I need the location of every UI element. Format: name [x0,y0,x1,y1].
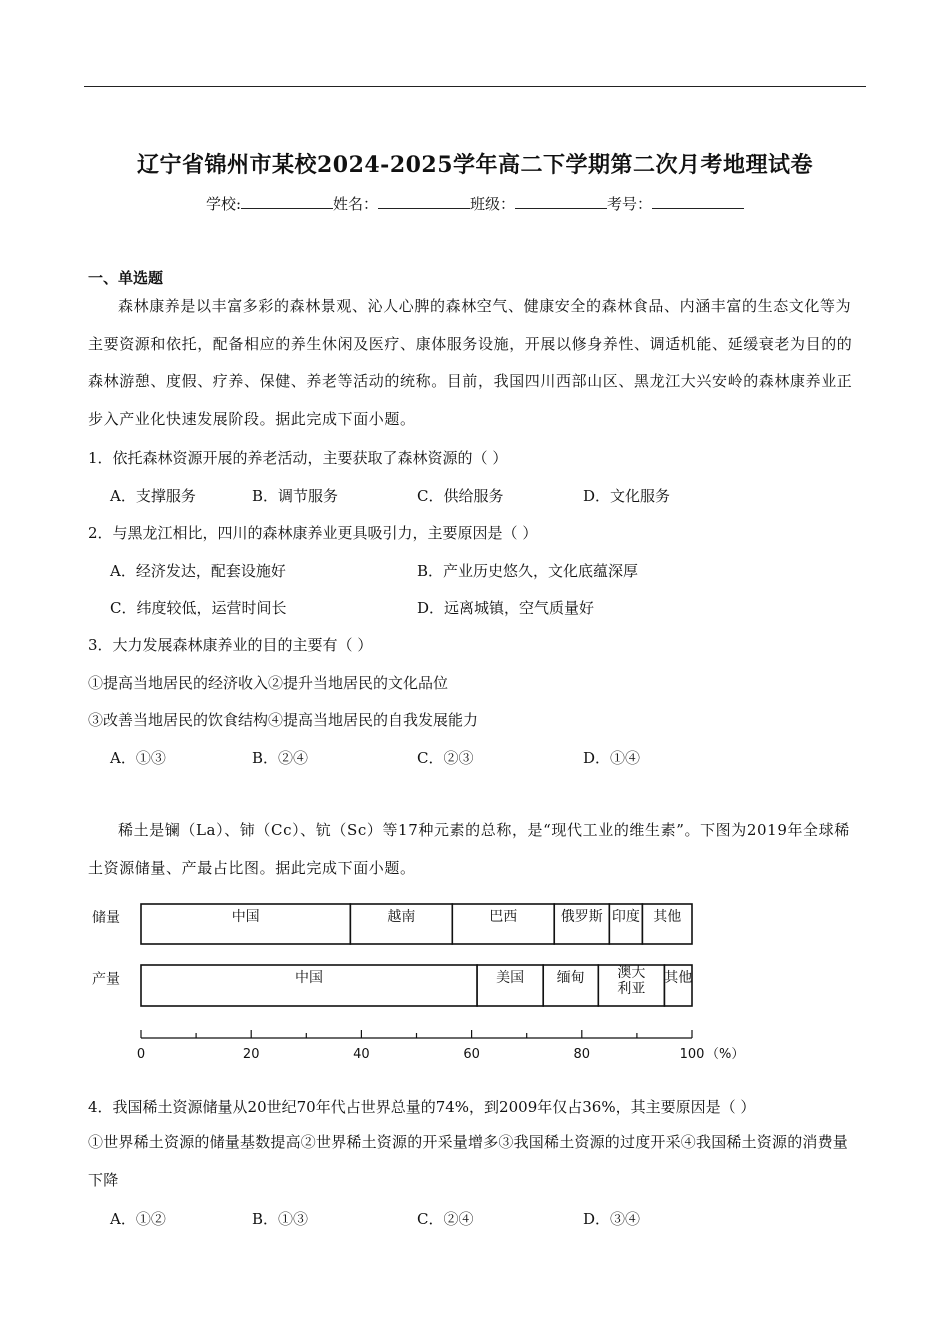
header-rule [84,86,866,87]
segment-label-1-4: 其他 [664,970,693,986]
class-blank [515,194,607,209]
q4-option-d: D．③④ [583,1210,641,1228]
segment-label-1-2: 缅甸 [556,970,585,986]
school-blank [241,194,333,209]
school-label: 学校: [205,195,241,213]
series-label-0: 储量 [92,910,120,926]
segment-label-1-0: 中国 [295,970,324,986]
q3-option-d: D．①④ [583,749,641,767]
segment-label-0-4: 印度 [611,909,640,925]
segment-label-1-3-0: 澳大 [617,965,646,981]
x-tick-label-40: 40 [353,1047,370,1062]
x-tick-label-80: 80 [573,1047,591,1062]
exam-title: 辽宁省锦州市某校2024-2025学年高二下学期第二次月考地理试卷 [136,152,814,178]
id-blank [652,194,744,209]
passage-rare-earth: 稀土是镧（La）、铈（Cc）、钪（Sc）等17种元素的总称，是“现代工业的维生素”。下图为2019年全球稀土资源储量、产最占比图。据此完成下面小题。 [88,821,850,877]
segment-label-0-0: 中国 [231,909,260,925]
rare-earth-share-chart [80,895,780,1070]
q2-option-b: B．产业历史悠久，文化底蕴深厚 [417,562,639,580]
x-tick-label-20: 20 [242,1047,260,1062]
name-label: 姓名： [333,195,379,213]
q3-statements-1: ①提高当地居民的经济收入②提升当地居民的文化品位 [88,674,449,692]
segment-label-0-2: 巴西 [489,909,518,925]
q2-option-d: D．远离城镇，空气质量好 [417,599,595,617]
q4-option-a: A．①② [110,1210,166,1228]
x-tick-label-0: 0 [136,1047,146,1062]
q1-option-d: D．文化服务 [583,487,671,505]
x-tick-label-60: 60 [463,1047,480,1062]
q4-statements: ①世界稀土资源的储量基数提高②世界稀土资源的开采量增多③我国稀土资源的过度开采④我国稀土资源的消费量下降 [88,1133,849,1189]
id-label: 考号： [607,195,653,213]
q1-option-b: B．调节服务 [252,487,339,505]
x-axis-unit: （%） [706,1047,745,1062]
segment-label-0-5: 其他 [653,909,682,925]
class-label: 班级： [470,195,516,213]
question-1-stem: 1．依托森林资源开展的养老活动，主要获取了森林资源的（ ） [88,449,508,467]
q1-option-c: C．供给服务 [417,487,504,505]
q4-option-c: C．②④ [417,1210,474,1228]
question-2-stem: 2．与黑龙江相比，四川的森林康养业更具吸引力，主要原因是（ ） [88,524,538,542]
q3-option-c: C．②③ [417,749,474,767]
section-heading: 一、单选题 [88,269,164,287]
student-info-line [0,193,950,214]
segment-label-0-3: 俄罗斯 [560,909,603,925]
question-4-stem: 4．我国稀土资源储量从20世纪70年代占世界总量的74%，到2009年仅占36%，其主要原因是（ ） [88,1098,756,1116]
q3-statements-2: ③改善当地居民的饮食结构④提高当地居民的自我发展能力 [88,711,479,729]
series-label-1: 产量 [92,971,120,988]
q3-option-a: A．①③ [110,749,166,767]
segment-label-1-3-1: 利亚 [617,981,646,997]
q2-option-a: A．经济发达，配套设施好 [110,562,286,580]
q1-option-a: A．支撑服务 [110,487,196,505]
q2-option-c: C．纬度较低，运营时间长 [110,599,287,617]
passage-forest-wellness: 森林康养是以丰富多彩的森林景观、沁人心脾的森林空气、健康安全的森林食品、内涵丰富的生态文化等为主要资源和依托，配备相应的养生休闲及医疗、康体服务设施，开展以修身养性、调适机能、延缓衰老为目的的森林游憩、度假、疗养、保健、养老等活动的统称。目前，我国四川西部山区、黑龙江大兴安岭的森林康养业正步入产业化快速发展阶段。据此完成下面小题。 [88,297,853,428]
q3-option-b: B．②④ [252,749,309,767]
x-tick-label-100: 100 [679,1047,705,1062]
segment-label-0-1: 越南 [387,909,416,925]
name-blank [378,194,470,209]
question-3-stem: 3．大力发展森林康养业的目的主要有（ ） [88,636,373,654]
q4-option-b: B．①③ [252,1210,309,1228]
segment-label-1-1: 美国 [496,970,525,986]
